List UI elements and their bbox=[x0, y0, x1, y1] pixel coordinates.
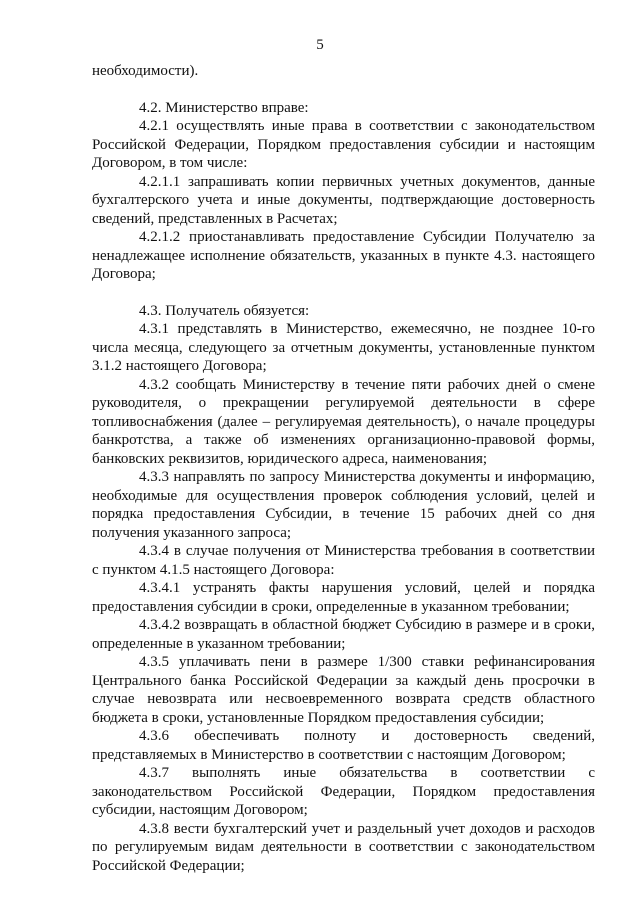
page-number: 5 bbox=[316, 37, 324, 53]
section-4-3-heading: 4.3. Получатель обязуется: bbox=[139, 302, 310, 319]
section-4-2-heading: 4.2. Министерство вправе: bbox=[139, 99, 309, 116]
paragraph-continuation: необходимости). bbox=[92, 63, 199, 79]
paragraph-4-2-1-1: 4.2.1.1 запрашивать копии первичных учетных документов, данные бухгалтерского учета и иные документы, подтверждающие достоверность сведений, представленных в Расчетах; bbox=[92, 173, 595, 227]
paragraph-4-3-7: 4.3.7 выполнять иные обязательства в соответствии с законодательством Российской Федерации, Порядком предоставления субсидии, настоящим Договором; bbox=[92, 765, 595, 818]
paragraph-4-3-4: 4.3.4 в случае получения от Министерства требования в соответствии с пунктом 4.1.5 настоящего Договора: bbox=[92, 543, 595, 578]
paragraph-4-2-1-2: 4.2.1.2 приостанавливать предоставление Субсидии Получателю за ненадлежащее исполнение обязательств, указанных в пункте 4.3. настоящего Договора; bbox=[92, 229, 595, 282]
paragraph-4-3-2: 4.3.2 сообщать Министерству в течение пяти рабочих дней о смене руководителя, о прекращении регулируемой деятельности в сфере топливоснабжения (далее – регулируемая деятельность), о начале процедуры банкротства, а также об изменениях организационно-правовой формы, банковских реквизитов, юридического адреса, наименования; bbox=[92, 376, 595, 467]
paragraph-4-3-5: 4.3.5 уплачивать пени в размере 1/300 ставки рефинансирования Центрального банка Российской Федерации за каждый день просрочки в случае невозврата или несвоевременного возврата средств областного бюджета в сроки, установленные Порядком предоставления субсидии; bbox=[92, 654, 595, 726]
paragraph-4-3-1: 4.3.1 представлять в Министерство, ежемесячно, не позднее 10-го числа месяца, следующего за отчетным документы, установленные пунктом 3.1.2 настоящего Договора; bbox=[92, 321, 595, 374]
paragraph-4-3-4-1: 4.3.4.1 устранять факты нарушения условий, целей и порядка предоставления субсидии в сроки, определенные в указанном требовании; bbox=[92, 580, 595, 615]
paragraph-4-3-6: 4.3.6 обеспечивать полноту и достоверность сведений, представляемых в Министерство в соответствии с настоящим Договором; bbox=[92, 728, 595, 763]
paragraph-4-3-8: 4.3.8 вести бухгалтерский учет и раздельный учет доходов и расходов по регулируемым видам деятельности в соответствии с законодательством Российской Федерации; bbox=[92, 820, 595, 874]
paragraph-4-2-1: 4.2.1 осуществлять иные права в соответствии с законодательством Российской Федерации, Порядком предоставления субсидии и настоящим Договором, в том числе: bbox=[92, 118, 595, 171]
document-body bbox=[92, 62, 595, 875]
paragraph-4-3-4-2: 4.3.4.2 возвращать в областной бюджет Субсидию в размере и в сроки, определенные в указанном требовании; bbox=[92, 617, 595, 652]
paragraph-gap bbox=[92, 284, 595, 302]
paragraph-4-3-3: 4.3.3 направлять по запросу Министерства документы и информацию, необходимые для осуществления проверок соблюдения условий, целей и порядка предоставления Субсидии, в течение 15 рабочих дней со дня получения указанного запроса; bbox=[92, 469, 595, 541]
paragraph-gap bbox=[92, 81, 595, 99]
